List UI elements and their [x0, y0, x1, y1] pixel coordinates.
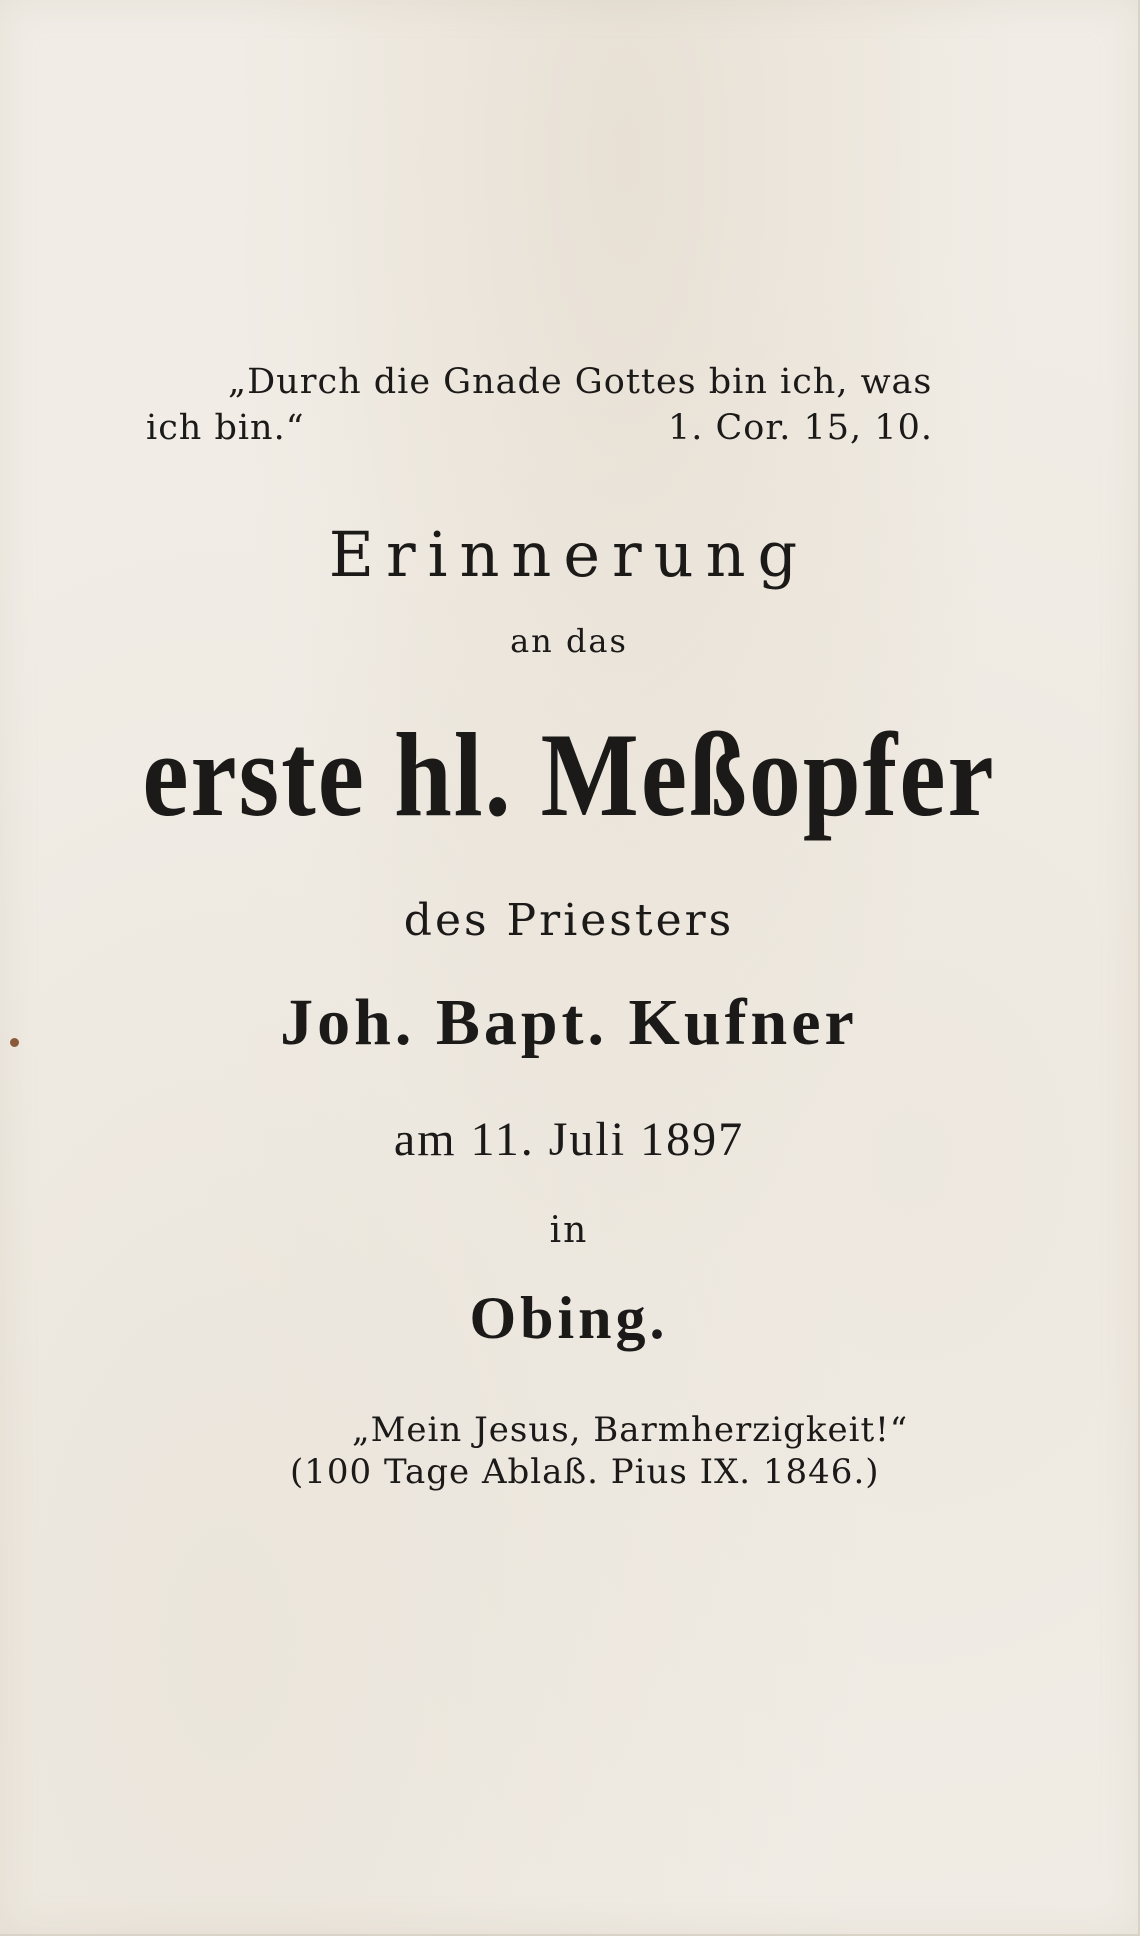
bible-quote-line-1: „Durch die Gnade Gottes bin ich, was [228, 362, 933, 402]
priest-label: des Priesters [403, 895, 735, 946]
in-word: in [549, 1210, 589, 1251]
bible-quote-line-2: ich bin.“ [146, 408, 305, 448]
prayer-line-1: „Mein Jesus, Barmherzigkeit!“ [352, 1410, 909, 1450]
place-name: Obing. [469, 1285, 669, 1351]
occasion-title: erste hl. Meßopfer [142, 709, 996, 842]
paper-mark [10, 1038, 19, 1047]
connector-text: an das [510, 622, 628, 660]
priest-name: Joh. Bapt. Kufner [280, 986, 858, 1059]
prayer-line-2: (100 Tage Ablaß. Pius IX. 1846.) [290, 1452, 880, 1492]
date-line: am 11. Juli 1897 [393, 1113, 745, 1166]
bible-quote-reference: 1. Cor. 15, 10. [668, 408, 933, 448]
card-heading: Erinnerung [328, 518, 810, 591]
